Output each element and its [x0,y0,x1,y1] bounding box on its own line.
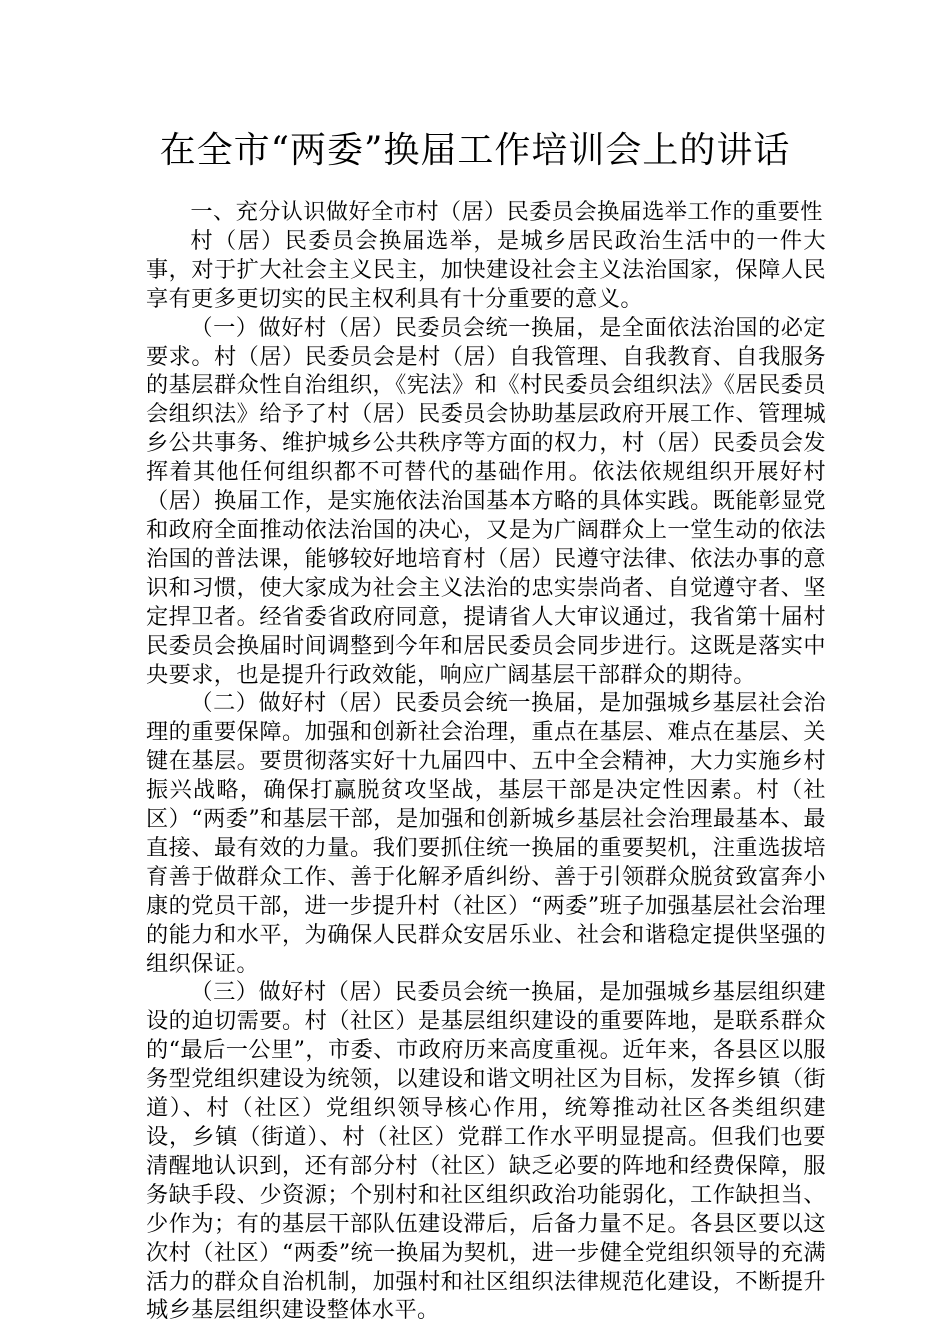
body-paragraph: （一）做好村（居）民委员会统一换届，是全面依法治国的必定要求。村（居）民委员会是村（居）自我管理、自我教育、自我服务的基层群众性自治组织，《宪法》和《村民委员会组织法》《居民委员会组织法》给予了村（居）民委员会协助基层政府开展工作、管理城乡公共事务、维护城乡公共秩序等方面的权力，村（居）民委员会发挥着其他任何组织都不可替代的基础作用。依法依规组织开展好村（居）换届工作，是实施依法治国基本方略的具体实践。既能彰显党和政府全面推动依法治国的决心，又是为广阔群众上一堂生动的依法治国的普法课，能够较好地培育村（居）民遵守法律、依法办事的意识和习惯，使大家成为社会主义法治的忠实崇尚者、自觉遵守者、坚定捍卫者。经省委省政府同意，提请省人大审议通过，我省第十届村民委员会换届时间调整到今年和居民委员会同步进行。这既是落实中央要求，也是提升行政效能，响应广阔基层干部群众的期待。 [146,314,826,688]
document-body [146,198,826,1325]
body-paragraph: （三）做好村（居）民委员会统一换届，是加强城乡基层组织建设的迫切需要。村（社区）是基层组织建设的重要阵地，是联系群众的“最后一公里”，市委、市政府历来高度重视。近年来，各县区以服务型党组织建设为统领，以建设和谐文明社区为目标，发挥乡镇（街道）、村（社区）党组织领导核心作用，统筹推动社区各类组织建设，乡镇（街道）、村（社区）党群工作水平明显提高。但我们也要清醒地认识到，还有部分村（社区）缺乏必要的阵地和经费保障，服务缺手段、少资源；个别村和社区组织政治功能弱化，工作缺担当、少作为；有的基层干部队伍建设滞后，后备力量不足。各县区要以这次村（社区）“两委”统一换届为契机，进一步健全党组织领导的充满活力的群众自治机制，加强村和社区组织法律规范化建设，不断提升城乡基层组织建设整体水平。 [146,979,826,1324]
document-title: 在全市“两委”换届工作培训会上的讲话 [159,130,791,171]
section-heading: 一、充分认识做好全市村（居）民委员会换届选举工作的重要性 [190,199,823,225]
body-paragraph: （二）做好村（居）民委员会统一换届，是加强城乡基层社会治理的重要保障。加强和创新社会治理，重点在基层、难点在基层、关键在基层。要贯彻落实好十九届四中、五中全会精神，大力实施乡村振兴战略，确保打赢脱贫攻坚战，基层干部是决定性因素。村（社区）“两委”和基层干部，是加强和创新城乡基层社会治理最基本、最直接、最有效的力量。我们要抓住统一换届的重要契机，注重选拔培育善于做群众工作、善于化解矛盾纠纷、善于引领群众脱贫致富奔小康的党员干部，进一步提升村（社区）“两委”班子加强基层社会治理的能力和水平，为确保人民群众安居乐业、社会和谐稳定提供坚强的组织保证。 [146,690,826,977]
body-paragraph: 村（居）民委员会换届选举，是城乡居民政治生活中的一件大事，对于扩大社会主义民主，加快建设社会主义法治国家，保障人民享有更多更切实的民主权利具有十分重要的意义。 [146,227,826,312]
